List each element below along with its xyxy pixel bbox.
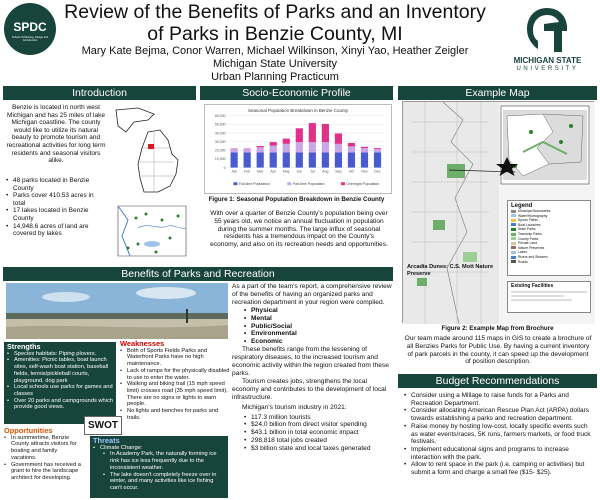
x-tick-label: Sep (335, 169, 342, 174)
bar-segment (335, 152, 342, 167)
budget-item: • Allow to rent space in the park (i.e. camping or activities) but submit a form and charge a small fee ($15- $25). (404, 461, 594, 476)
program: Urban Planning Practicum (211, 71, 339, 83)
tourism-stat: • $43.1 billion in total economic impact (244, 429, 394, 437)
bar-segment (244, 152, 251, 167)
benefit-type: • Mental (244, 315, 394, 323)
weaknesses-list (120, 348, 230, 422)
example-map-header: Example Map (398, 86, 597, 100)
bar-segment (231, 152, 238, 167)
fact-item: • 48 parks located in Benzie County (6, 177, 106, 192)
legend-label: Water/Hydrography (518, 213, 548, 218)
threats-sublist (103, 451, 225, 491)
strengths-heading: Strengths (7, 342, 41, 351)
benefits-body (232, 283, 394, 453)
tourism-stat: • $3 billion state and local taxes generated (244, 445, 394, 453)
msu-wordmark (500, 57, 595, 73)
budget-item: • Raise money by hosting low-cost, locally specific events such as water events/races, 5K runs, farmers markets, or food truck festivals. (404, 423, 594, 446)
bar-segment (335, 133, 342, 143)
bar-segment (374, 152, 381, 167)
bar-segment (270, 146, 277, 153)
bar-segment (322, 124, 329, 142)
y-tick-label: 10,000 (214, 157, 226, 162)
weaknesses-heading: Weaknesses (120, 339, 165, 348)
fact-item: • 17 lakes located in Benzie County (6, 207, 106, 222)
opportunity-item: • In summertime, Benzie County attracts visitors for boating and family vacations. (4, 435, 84, 462)
bar-segment (270, 152, 277, 167)
x-tick-label: Jun (296, 169, 303, 174)
legend-label: Full-time Population (238, 181, 270, 186)
existing-facilities-title: Existing Facilities (511, 283, 554, 289)
legend-swatch (511, 242, 516, 245)
legend-label: Overnight Population (346, 181, 380, 186)
author-block (60, 45, 490, 84)
weakness-item: • No lights and benches for parks and trails. (120, 408, 230, 421)
benefit-types-list (244, 307, 394, 347)
bar-segment (257, 146, 264, 147)
seasonal-population-chart (204, 104, 392, 194)
poster-title: Review of the Benefits of Parks and an Inventory of Parks in Benzie County, MI (64, 1, 486, 45)
opportunity-item: • Government has received a grant to hire the landscape architect for developing. (4, 462, 84, 482)
legend-swatch (511, 228, 516, 231)
bar-segment (361, 148, 368, 152)
legend-swatch (511, 260, 516, 263)
bar-segment (361, 147, 368, 148)
legend-swatch (511, 251, 516, 254)
strengths-list (7, 351, 113, 411)
legend-swatch (511, 246, 516, 249)
budget-item: • Implement educational signs and programs to increase interaction with the park. (404, 446, 594, 461)
x-tick-label: Dec (374, 169, 381, 174)
y-tick-label: 30,000 (214, 139, 226, 144)
opportunities-heading: Opportunities (4, 426, 53, 435)
legend-label: Boat Launches (518, 222, 541, 227)
budget-header: Budget Recommendations (398, 374, 597, 388)
socio-economic-header: Socio-Economic Profile (200, 86, 393, 100)
fact-item: • Parks cover 410.53 acres in total (6, 192, 106, 207)
legend-label: Rivers and Streams (518, 254, 548, 259)
figure-2-caption: Figure 2: Example Map from Brochure (441, 325, 554, 332)
bar-segment (374, 149, 381, 152)
legend-label: Township Parks (518, 231, 542, 236)
bar-segment (270, 142, 277, 145)
authors: Mary Kate Bejma, Conor Warren, Michael Wilkinson, Xinyi Yao, Heather Zeigler (81, 45, 469, 57)
chart-title: Seasonal Population Breakdown in Benzie County (248, 107, 348, 113)
introduction-header: Introduction (3, 86, 196, 100)
bar-segment (309, 123, 316, 142)
michigan-map (108, 104, 198, 198)
benefit-type: • Environmental (244, 330, 394, 338)
benefits-header: Benefits of Parks and Recreation (3, 267, 393, 281)
existing-facilities-box (507, 281, 591, 313)
bar-segment (348, 143, 355, 146)
bar-segment (296, 128, 303, 142)
benefits-paragraph-3: Michigan's tourism industry in 2021: (242, 403, 347, 411)
introduction-text: Benzie is located in north west Michigan and has 25 miles of lake Michigan coastline. The county would like to utilize its natural beauty to promote tourism and recreational activities for long term residents and seasonal visitors alike. (6, 104, 106, 165)
spdc-logo (4, 3, 56, 55)
x-tick-label: Jul (310, 169, 315, 174)
y-tick-label: 50,000 (214, 122, 226, 127)
bar-segment (322, 142, 329, 152)
tourism-stat: • 117.3 million tourists (244, 414, 394, 422)
bar-segment (283, 139, 290, 144)
threats-list (93, 445, 225, 452)
bar-segment (374, 148, 381, 149)
legend-label: Nature Preserves (518, 245, 545, 250)
figure-1-caption: Figure 1: Seasonal Population Breakdown in Benzie County (208, 196, 385, 203)
legend-swatch (341, 182, 345, 185)
legend-label: Sports Fields (518, 218, 538, 223)
spdc-logo-text: SPDC (13, 20, 47, 34)
swot-weaknesses (120, 341, 230, 431)
park-photo (6, 283, 228, 339)
tourism-stat: • 298,818 total jobs created (244, 437, 394, 445)
bar-segment (244, 149, 251, 152)
legend-swatch (233, 182, 237, 185)
swot-threats (90, 436, 228, 498)
strength-item: • Over 20 parks and campgrounds which provide good views. (7, 398, 113, 411)
weakness-item: • Walking and biking trail (15 mph speed limit) crosses road (35 mph speed limit). There are no signs or lights to warn people. (120, 381, 230, 408)
x-tick-label: Aug (322, 169, 329, 174)
socio-economic-text: With over a quarter of Benzie County's population being over 55 years old, we notice an annual fluctuation in population during the summer months. The large influx of seasonal residents has a tremendous impact on the County's economy, and also on its recreation needs and opportunities. (210, 210, 388, 249)
spartan-helmet-icon (522, 5, 572, 55)
legend-swatch (511, 219, 516, 222)
bar-segment (231, 149, 238, 152)
bar-segment (335, 144, 342, 153)
threats-heading: Threats (93, 436, 120, 445)
bar-segment (283, 144, 290, 153)
strength-item: • Species habitats: Piping plovers. (7, 351, 113, 358)
msu-wordmark-line2: UNIVERSITY (516, 66, 579, 72)
legend-label: Part-time Population (292, 181, 325, 186)
x-tick-label: Oct (348, 169, 355, 174)
benefits-intro: As a part of the team's report, a comprehensive review of the benefits of having an organized parks and recreation department in your region were compiled. (232, 283, 392, 306)
swot-opportunities (4, 428, 84, 498)
benefits-paragraph-2: Tourism creates jobs, strengthens the local economy and contributes to the development of local infrastructure. (232, 377, 387, 401)
budget-item: • Consider allocating American Rescue Plan Act (ARPA) dollars towards establishing a parks and recreation department. (404, 407, 594, 422)
y-tick-label: 40,000 (214, 131, 226, 136)
bar-segment (322, 152, 329, 167)
x-tick-label: Jan (231, 169, 237, 174)
legend-label: Roads (518, 259, 528, 264)
bar-segment (361, 152, 368, 167)
legend-swatch (287, 182, 291, 185)
tourism-stats-list (244, 414, 394, 454)
example-map (402, 101, 594, 323)
legend-swatch (511, 237, 516, 240)
y-tick-label: 60,000 (214, 114, 226, 119)
swot-strengths (4, 342, 116, 424)
budget-list (404, 392, 594, 477)
map-place-label: Arcadia Dunes: C.S. Mott Nature Preserve (407, 264, 494, 277)
x-tick-label: Mar (257, 169, 264, 174)
bar-segment (257, 147, 264, 152)
introduction-facts (6, 177, 106, 238)
weakness-item: • Both of Sports Fields Parks and Waterfront Parks have no high maintenance. (120, 348, 230, 368)
msu-wordmark-line1: MICHIGAN STATE (513, 56, 582, 65)
legend-label: State Parks (518, 227, 536, 232)
bar-segment (257, 152, 264, 167)
weakness-item: • Lack of ramps for the physically disabled to use to enter the water. (120, 368, 230, 381)
benefit-type: • Public/Social (244, 323, 394, 331)
threat-item: • The lake doesn't completely freeze over in winter, and many activities like ice fishing can't occur. (103, 472, 225, 492)
legend-label: County Parks (518, 236, 539, 241)
x-tick-label: Feb (244, 169, 251, 174)
legend-swatch (511, 210, 516, 213)
opportunities-list (4, 435, 84, 482)
threat-item: • In Academy Park, the naturally forming ice rink has ice less frequently due to the inconsistent weather. (103, 451, 225, 471)
map-legend (507, 200, 591, 276)
threat-intro: • Climate Change: (93, 445, 225, 452)
swot-label: SWOT (84, 416, 122, 435)
bar-segment (348, 152, 355, 167)
map-legend-title: Legend (511, 203, 533, 209)
institution: Michigan State University (212, 58, 338, 70)
legend-label: Private Land (518, 241, 538, 246)
legend-swatch (511, 223, 516, 226)
legend-swatch (511, 256, 516, 259)
y-tick-label: 0 (223, 165, 226, 170)
map-text: Our team made around 115 maps in GIS to create a brochure of all Benzies Parks for Public Use. By having a current inventory of park parcels in the county, it can speed up the development of position description. (404, 335, 592, 366)
fact-item: • 14,948.6 acres of land are covered by lakes (6, 223, 106, 238)
bar-segment (348, 146, 355, 152)
benefits-paragraph-1: These benefits range from the lessening of respiratory diseases, to the increased tourism and economic activity within the region created from these parks. (232, 346, 389, 377)
spdc-logo-subtext: School of Planning, Design and Construction (11, 36, 49, 42)
x-tick-label: Apr (270, 169, 276, 174)
legend-swatch (511, 233, 516, 236)
strength-item: • Local schools use parks for games and classes (7, 384, 113, 397)
legend-label: Municipal Boundaries (518, 209, 551, 213)
strength-item: • Amenities: Picnic tables, boat launch sites, self-wash boat station, baseball fields, tennis/pickleball courts, playground, dog park (7, 357, 113, 384)
benzie-parks-map (108, 200, 196, 262)
x-tick-label: May (282, 169, 290, 174)
y-tick-label: 20,000 (214, 148, 226, 153)
bar-segment (309, 152, 316, 167)
tourism-stat: • $24.0 billion from direct visitor spending (244, 421, 394, 429)
bar-segment (296, 142, 303, 152)
bar-segment (283, 152, 290, 167)
benefit-type: • Economic (244, 338, 394, 346)
benefit-type: • Physical (244, 307, 394, 315)
legend-swatch (511, 214, 516, 217)
legend-label: Lakes (518, 250, 528, 255)
budget-item: • Consider using a Millage to raise funds for a Parks and Recreation Department. (404, 392, 594, 407)
bar-segment (296, 152, 303, 167)
bar-segment (309, 142, 316, 152)
x-tick-label: Nov (361, 169, 368, 174)
map-legend-item (511, 260, 587, 265)
